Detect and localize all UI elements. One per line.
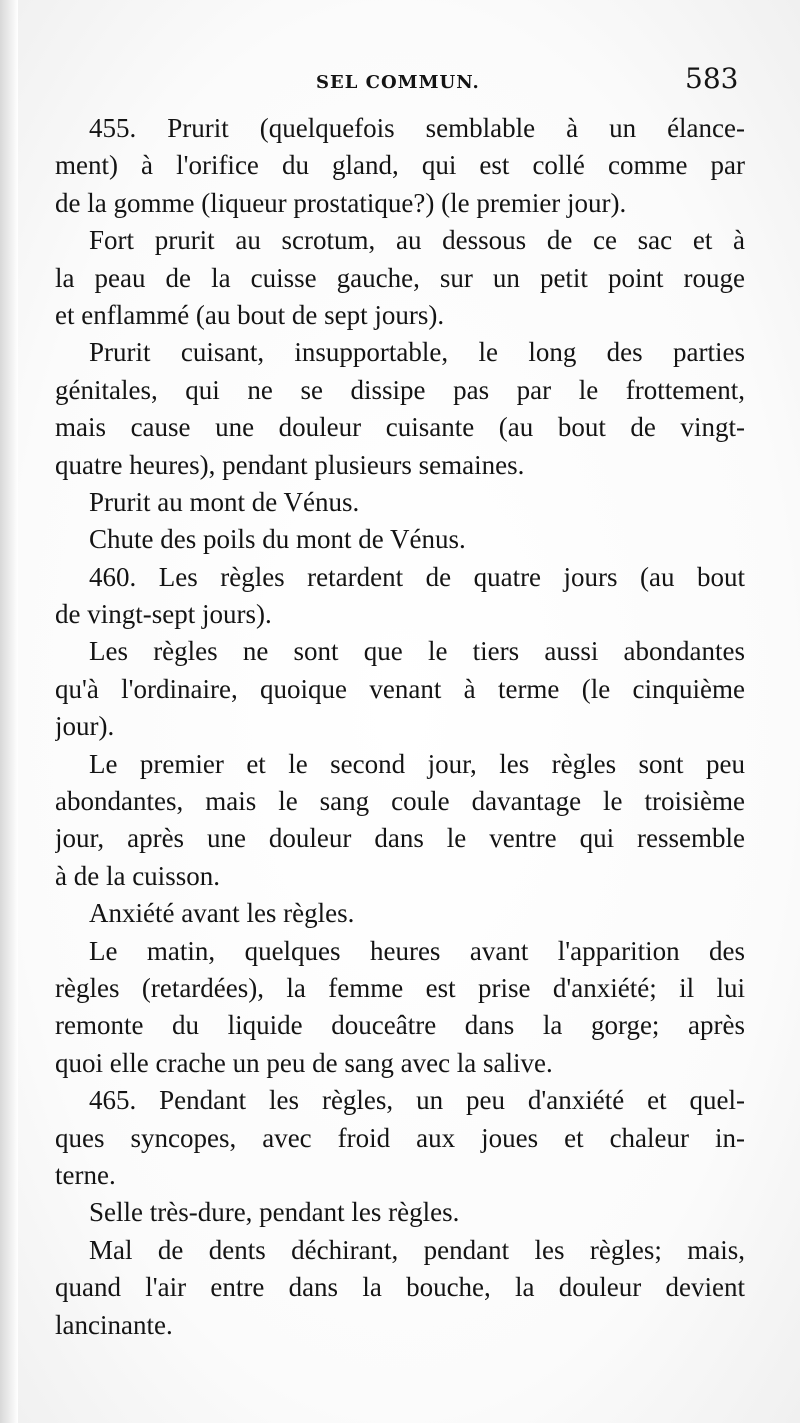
text-line: Fort prurit au scrotum, au dessous de ce sac et à — [89, 225, 745, 256]
text-line: Prurit au mont de Vénus. — [89, 486, 360, 517]
page-number: 583 — [685, 62, 739, 95]
text-line: Anxiété avant les règles. — [89, 898, 355, 929]
text-line: la peau de la cuisse gauche, sur un petit point rouge — [55, 262, 745, 293]
text-line: abondantes, mais le sang coule davantage le troisième — [55, 786, 745, 817]
text-line: Mal de dents déchirant, pendant les règles; mais, — [89, 1234, 745, 1265]
text-line: 460. Les règles retardent de quatre jours (au bout — [89, 561, 745, 592]
page-gutter-shadow — [0, 0, 18, 1423]
text-line: Selle très-dure, pendant les règles. — [89, 1197, 460, 1228]
text-line: qu'à l'ordinaire, quoique venant à terme (le cinquième — [55, 673, 745, 704]
text-line: quand l'air entre dans la bouche, la douleur devient — [55, 1272, 745, 1303]
text-line: lancinante. — [55, 1309, 173, 1340]
text-line: à de la cuisson. — [55, 860, 220, 891]
text-line: Le matin, quelques heures avant l'apparition des — [89, 935, 745, 966]
text-line: mais cause une douleur cuisante (au bout de vingt- — [55, 412, 745, 443]
text-line: génitales, qui ne se dissipe pas par le frottement, — [55, 374, 745, 405]
text-line: ques syncopes, avec froid aux joues et chaleur in- — [55, 1122, 745, 1153]
text-line: 465. Pendant les règles, un peu d'anxiété et quel- — [89, 1085, 745, 1116]
text-line: remonte du liquide douceâtre dans la gorge; après — [55, 1010, 745, 1041]
text-line: quatre heures), pendant plusieurs semaines. — [55, 449, 525, 480]
text-line: jour, après une douleur dans le ventre qui ressemble — [55, 823, 745, 854]
text-line: de la gomme (liqueur prostatique?) (le premier jour). — [55, 187, 627, 218]
text-line: terne. — [55, 1159, 116, 1190]
page-body — [55, 110, 745, 1344]
text-line: 455. Prurit (quelquefois semblable à un élance- — [89, 113, 745, 143]
page-header — [0, 62, 800, 102]
text-line: Les règles ne sont que le tiers aussi abondantes — [89, 636, 745, 667]
text-line: ment) à l'orifice du gland, qui est collé comme par — [55, 150, 745, 181]
text-line: quoi elle crache un peu de sang avec la salive. — [55, 1047, 553, 1078]
text-line: Prurit cuisant, insupportable, le long des parties — [89, 337, 745, 368]
text-line: Le premier et le second jour, les règles sont peu — [89, 748, 745, 779]
text-line: jour). — [55, 711, 115, 742]
text-line: Chute des poils du mont de Vénus. — [89, 524, 466, 555]
text-line: et enflammé (au bout de sept jours). — [55, 299, 445, 330]
text-line: de vingt-sept jours). — [55, 599, 272, 630]
text-line: règles (retardées), la femme est prise d'anxiété; il lui — [55, 972, 745, 1003]
running-head: SEL COMMUN. — [316, 72, 480, 93]
